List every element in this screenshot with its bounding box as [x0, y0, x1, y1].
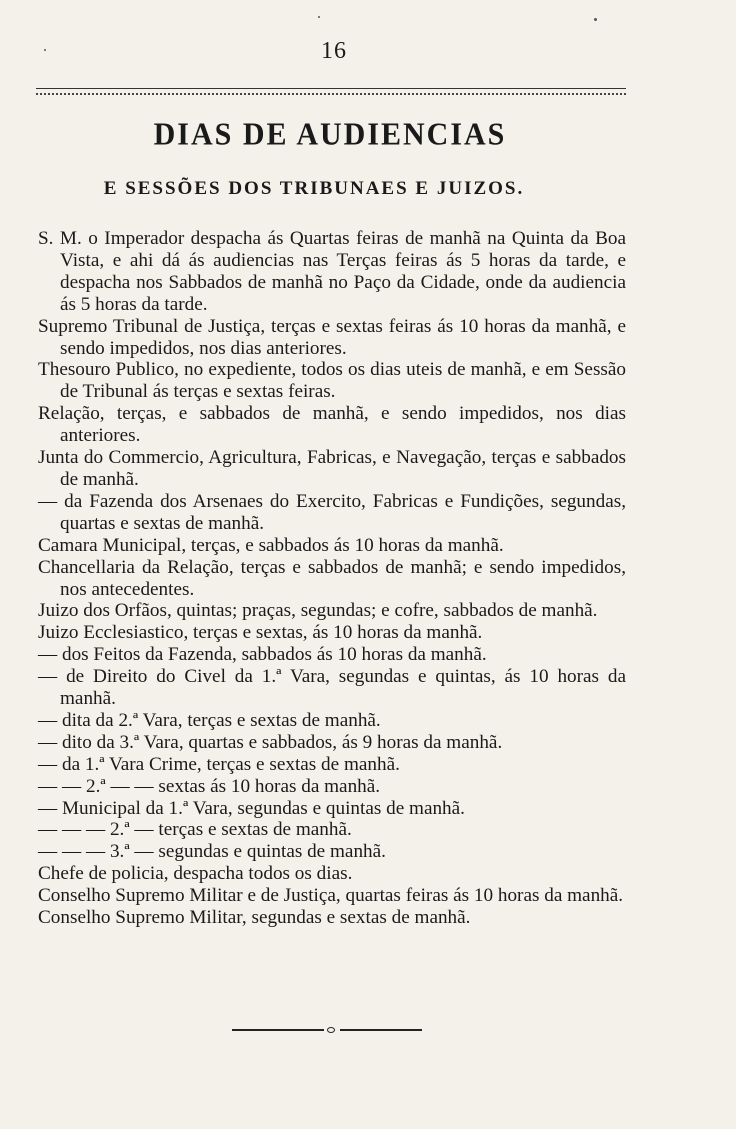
entry-junta-fazenda: — da Fazenda dos Arsenaes do Exercito, Fabricas e Fundições, segundas, quartas e sextas de manhã.: [38, 490, 626, 534]
bottom-ornament-rule: [232, 1027, 422, 1033]
entry-conselho-militar-justica: Conselho Supremo Militar e de Justiça, quartas feiras ás 10 horas da manhã.: [38, 885, 624, 907]
page-number: 16: [321, 38, 347, 64]
top-rule: [36, 88, 626, 95]
entry-crime-2-vara: — — 2.ª — — sextas ás 10 horas da manhã.: [38, 775, 381, 797]
ornament-line-left: [232, 1029, 324, 1031]
entry-relacao: Relação, terças, e sabbados de manhã, e sendo impedidos, nos dias anteriores.: [38, 403, 626, 447]
page-title: DIAS DE AUDIENCIAS: [153, 117, 507, 152]
print-speck: [318, 16, 320, 18]
entry-municipal-2-vara: — — — 2.ª — terças e sextas de manhã.: [38, 819, 352, 841]
entry-civel-3-vara: — dito da 3.ª Vara, quartas e sabbados, ás 9 horas da manhã.: [38, 731, 503, 753]
entries-list: [38, 228, 626, 929]
ornament-dot: [327, 1027, 335, 1033]
entry-thesouro: Thesouro Publico, no expediente, todos os dias uteis de manhã, e em Sessão de Tribunal ás terças e sextas feiras.: [38, 359, 626, 403]
entry-junta-commercio: Junta do Commercio, Agricultura, Fabricas, e Navegação, terças e sabbados de manhã.: [38, 447, 626, 490]
ornament-line-right: [340, 1029, 422, 1031]
entry-crime-1-vara: — da 1.ª Vara Crime, terças e sextas de manhã.: [38, 753, 400, 775]
entry-imperador: S. M. o Imperador despacha ás Quartas feiras de manhã na Quinta da Boa Vista, e ahi dá ás audiencias nas Terças feiras ás 5 horas da tarde, e despacha nos Sabbados de manhã no Paço da Cidade, onde da audiencia ás 5 horas da tarde.: [38, 228, 626, 315]
entry-civel-1-vara: — de Direito do Civel da 1.ª Vara, segundas e quintas, ás 10 horas da manhã.: [38, 666, 626, 710]
entry-chefe-policia: Chefe de policia, despacha todos os dias.: [38, 863, 353, 885]
entry-feitos-fazenda: — dos Feitos da Fazenda, sabbados ás 10 horas da manhã.: [38, 644, 487, 666]
entry-civel-2-vara: — dita da 2.ª Vara, terças e sextas de manhã.: [38, 709, 381, 731]
entry-juizo-ecclesiastico: Juizo Ecclesiastico, terças e sextas, ás 10 horas da manhã.: [38, 622, 483, 644]
entry-chancellaria: Chancellaria da Relação, terças e sabbados de manhã; e sendo impedidos, nos antecedentes.: [38, 556, 626, 600]
entry-conselho-militar: Conselho Supremo Militar, segundas e sextas de manhã.: [38, 907, 471, 929]
entry-juizo-orfaos: Juizo dos Orfãos, quintas; praças, segundas; e cofre, sabbados de manhã.: [38, 600, 598, 622]
entry-municipal-1-vara: — Municipal da 1.ª Vara, segundas e quintas de manhã.: [38, 797, 465, 819]
entry-municipal-3-vara: — — — 3.ª — segundas e quintas de manhã.: [38, 841, 386, 863]
print-speck: [594, 18, 597, 21]
entry-camara-municipal: Camara Municipal, terças, e sabbados ás 10 horas da manhã.: [38, 534, 504, 556]
page-subtitle: E SESSÕES DOS TRIBUNAES E JUIZOS.: [103, 178, 525, 199]
print-speck: [44, 49, 46, 51]
entry-supremo-tribunal: Supremo Tribunal de Justiça, terças e sextas feiras ás 10 horas da manhã, e sendo impedidos, nos dias anteriores.: [38, 315, 626, 359]
